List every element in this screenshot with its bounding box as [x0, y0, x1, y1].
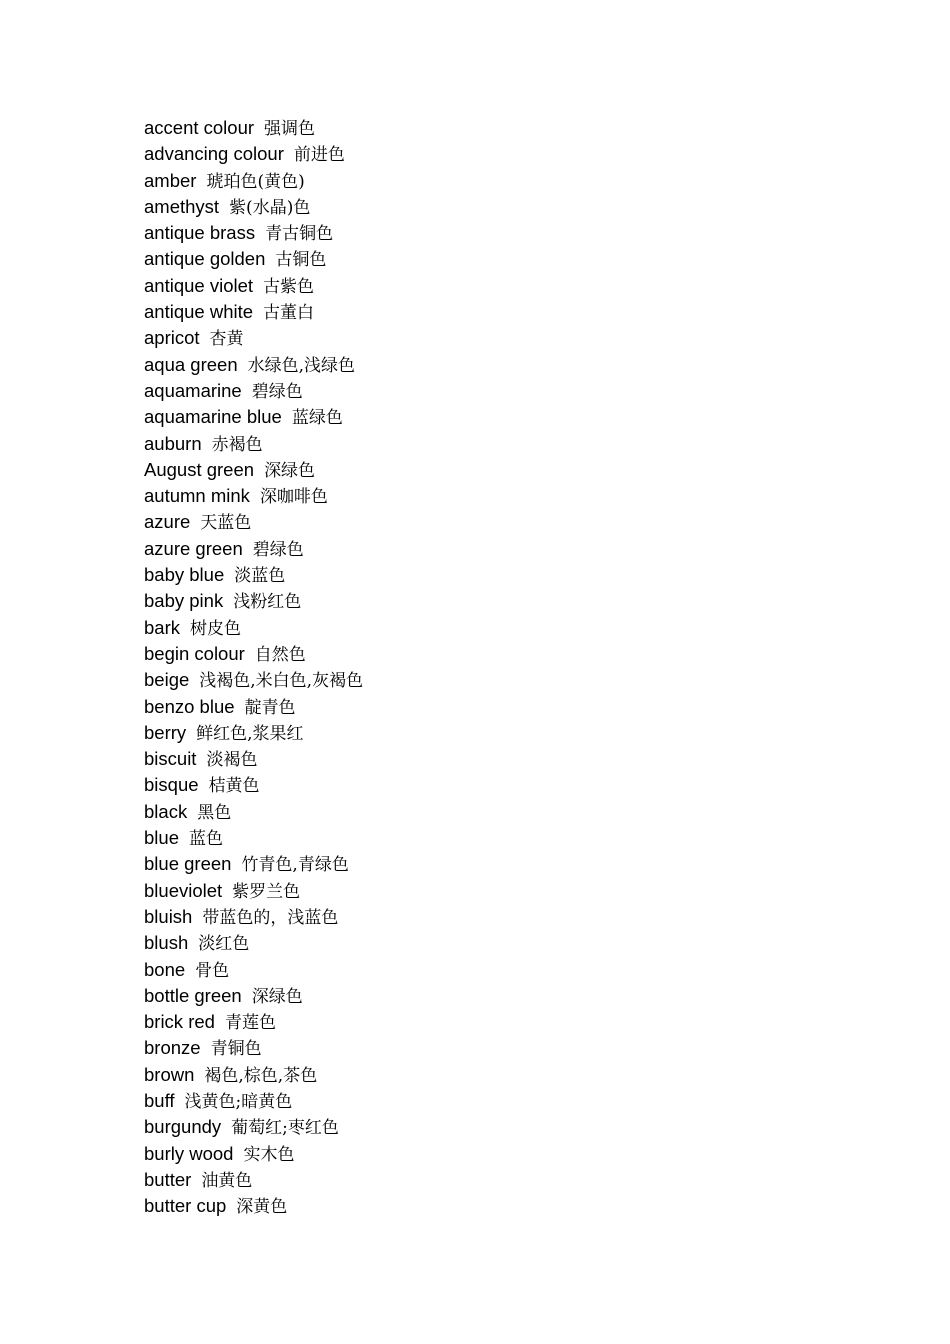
entry-translation: 杏黄 — [209, 329, 244, 350]
entry-translation: 自然色 — [254, 644, 306, 665]
glossary-entry — [144, 536, 363, 562]
glossary-entry — [144, 983, 363, 1009]
entry-translation: 葡萄红;枣红色 — [231, 1118, 339, 1139]
glossary-entry — [144, 141, 363, 167]
glossary-entry — [144, 772, 363, 798]
entry-term: autumn mink — [144, 485, 250, 507]
entry-term: blueviolet — [144, 879, 223, 901]
entry-translation: 紫罗兰色 — [232, 881, 301, 902]
glossary-entry — [144, 694, 363, 720]
glossary-entry — [144, 325, 363, 351]
glossary-entry — [144, 457, 363, 483]
entry-translation: 淡红色 — [198, 934, 250, 955]
glossary-entry — [144, 1193, 363, 1219]
entry-translation: 蓝色 — [188, 829, 223, 850]
entry-term: begin colour — [144, 642, 245, 664]
glossary-entry — [144, 1141, 363, 1167]
entry-translation: 青铜色 — [210, 1039, 262, 1060]
entry-translation: 油黄色 — [201, 1170, 253, 1191]
entry-translation: 褐色,棕色,茶色 — [204, 1065, 318, 1086]
glossary-entry — [144, 904, 363, 930]
entry-translation: 青莲色 — [224, 1013, 276, 1034]
glossary-entry — [144, 1009, 363, 1035]
entry-term: aqua green — [144, 353, 238, 375]
entry-term: burly wood — [144, 1142, 234, 1164]
entry-term: azure green — [144, 537, 243, 559]
glossary-entry — [144, 799, 363, 825]
entry-term: blue — [144, 827, 179, 849]
entry-translation: 古紫色 — [263, 276, 315, 297]
entry-term: buff — [144, 1089, 175, 1111]
entry-translation: 深黄色 — [236, 1197, 288, 1218]
entry-translation: 蓝绿色 — [291, 408, 343, 429]
entry-term: baby pink — [144, 590, 224, 612]
entry-translation: 赤褐色 — [211, 434, 263, 455]
entry-translation: 强调色 — [264, 119, 316, 139]
glossary-entry — [144, 168, 363, 194]
entry-translation: 青古铜色 — [265, 224, 334, 245]
entry-term: baby blue — [144, 564, 225, 586]
entry-term: auburn — [144, 432, 202, 454]
entry-term: amber — [144, 169, 197, 191]
entry-translation: 古铜色 — [275, 250, 327, 271]
glossary-entry — [144, 273, 363, 299]
entry-term: bone — [144, 958, 186, 980]
entry-term: antique brass — [144, 222, 256, 244]
glossary-entry — [144, 378, 363, 404]
entry-term: black — [144, 800, 188, 822]
entry-translation: 紫(水晶)色 — [229, 197, 311, 218]
entry-term: antique violet — [144, 274, 254, 296]
entry-translation: 深绿色 — [251, 986, 303, 1007]
glossary-entry — [144, 615, 363, 641]
glossary-entry — [144, 851, 363, 877]
entry-translation: 实木色 — [243, 1144, 295, 1165]
glossary-entry — [144, 404, 363, 430]
entry-term: benzo blue — [144, 695, 235, 717]
entry-translation: 水绿色,浅绿色 — [247, 355, 356, 376]
glossary-entry — [144, 220, 363, 246]
entry-translation: 前进色 — [293, 145, 345, 166]
glossary-entry — [144, 352, 363, 378]
glossary-entry — [144, 246, 363, 272]
entry-term: butter — [144, 1168, 192, 1190]
entry-term: burgundy — [144, 1116, 222, 1138]
entry-term: biscuit — [144, 748, 197, 770]
glossary-entry — [144, 1062, 363, 1088]
entry-term: accent colour — [144, 117, 255, 138]
glossary-entry — [144, 1035, 363, 1061]
entry-translation: 碧绿色 — [251, 381, 303, 402]
entry-term: bronze — [144, 1037, 201, 1059]
glossary-entry — [144, 299, 363, 325]
entry-term: blue green — [144, 853, 232, 875]
entry-translation: 鲜红色,浆果红 — [196, 723, 304, 744]
entry-term: amethyst — [144, 195, 220, 217]
entry-term: azure — [144, 511, 191, 533]
glossary-entry — [144, 194, 363, 220]
entry-term: blush — [144, 932, 189, 954]
glossary-entry — [144, 825, 363, 851]
glossary-entry — [144, 720, 363, 746]
glossary-entry — [144, 1167, 363, 1193]
glossary-entry — [144, 431, 363, 457]
entry-term: aquamarine — [144, 379, 242, 401]
entry-translation: 黑色 — [197, 802, 232, 823]
glossary-entry — [144, 509, 363, 535]
entry-term: bark — [144, 616, 180, 638]
entry-translation: 碧绿色 — [252, 539, 304, 560]
entry-translation: 古董白 — [263, 303, 315, 324]
glossary-entry — [144, 115, 363, 141]
entry-term: butter cup — [144, 1195, 227, 1217]
entry-translation: 带蓝色的，浅蓝色 — [202, 907, 339, 928]
entry-translation: 浅褐色,米白色,灰褐色 — [199, 671, 364, 692]
glossary-entry — [144, 1088, 363, 1114]
glossary-entry — [144, 667, 363, 693]
entry-translation: 浅黄色;暗黄色 — [184, 1091, 293, 1112]
entry-term: August green — [144, 458, 255, 480]
glossary-entry — [144, 1114, 363, 1140]
entry-term: antique white — [144, 301, 254, 323]
glossary-entry — [144, 641, 363, 667]
glossary-entry — [144, 957, 363, 983]
entry-translation: 深绿色 — [264, 460, 316, 481]
entry-term: bisque — [144, 774, 199, 796]
entry-term: bottle green — [144, 984, 242, 1006]
glossary-entry — [144, 562, 363, 588]
entry-term: apricot — [144, 327, 200, 349]
entry-translation: 树皮色 — [190, 618, 241, 639]
entry-translation: 淡褐色 — [206, 750, 258, 771]
entry-translation: 淡蓝色 — [234, 566, 286, 587]
glossary-entry — [144, 930, 363, 956]
color-glossary-list — [144, 115, 363, 1219]
entry-translation: 骨色 — [195, 960, 230, 981]
entry-translation: 靛青色 — [244, 697, 296, 718]
entry-term: brick red — [144, 1011, 215, 1033]
entry-translation: 浅粉红色 — [233, 592, 302, 613]
entry-translation: 深咖啡色 — [259, 487, 328, 508]
entry-term: antique golden — [144, 248, 266, 270]
entry-term: brown — [144, 1063, 195, 1085]
glossary-entry — [144, 878, 363, 904]
entry-translation: 琥珀色(黄色) — [206, 171, 305, 192]
glossary-entry — [144, 588, 363, 614]
glossary-entry — [144, 483, 363, 509]
glossary-entry — [144, 746, 363, 772]
entry-term: bluish — [144, 905, 193, 927]
entry-translation: 桔黄色 — [208, 776, 260, 797]
entry-term: berry — [144, 721, 187, 743]
entry-term: aquamarine blue — [144, 406, 282, 428]
entry-term: beige — [144, 669, 190, 691]
entry-translation: 天蓝色 — [200, 513, 252, 534]
entry-translation: 竹青色,青绿色 — [241, 855, 349, 876]
entry-term: advancing colour — [144, 143, 284, 165]
